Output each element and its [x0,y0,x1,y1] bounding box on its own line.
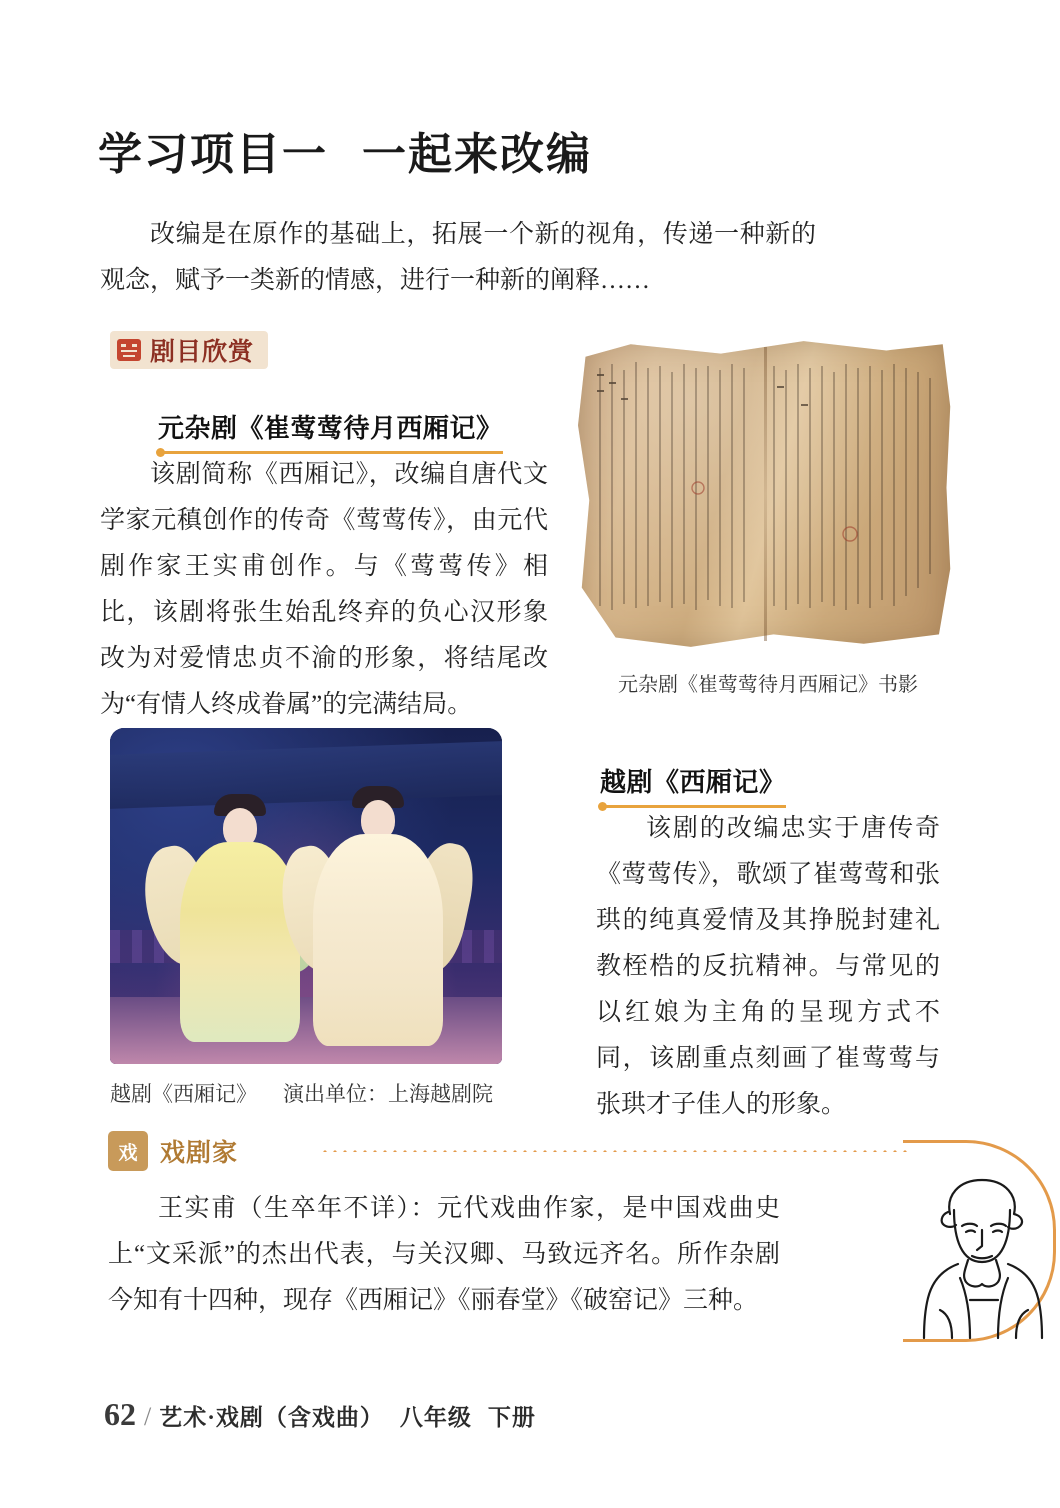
intro-paragraph: 改编是在原作的基础上，拓展一个新的视角，传递一种新的观念，赋予一类新的情感，进行一种新的阐释…… [100,221,816,294]
subheading-yuanzaju [158,408,503,445]
subheading-yuanzaju-text: 元杂剧《崔莺莺待月西厢记》 [158,414,503,443]
dramatist-section [108,1130,948,1360]
footer-grade: 八年级 [399,1405,472,1430]
dramatist-label-text: 戏剧家 [160,1140,239,1167]
manuscript-image [578,338,954,650]
page-title [98,118,592,182]
subheading-yueju-text: 越剧《西厢记》 [600,768,786,797]
opera-photo-caption-title: 越剧《西厢记》 [110,1082,257,1106]
page-number: 62 [104,1396,136,1432]
dotted-divider [320,1150,910,1152]
opera-performance-photo [110,728,502,1064]
dramatist-label [108,1130,238,1172]
seal-icon: 戏 [108,1131,148,1171]
subheading-yueju [600,762,786,799]
section-label-text: 剧目欣赏 [150,339,255,366]
opera-photo-caption-unit: 演出单位：上海越剧院 [283,1082,493,1106]
performer-right [298,776,458,1044]
dramatist-biography: 王实甫（生卒年不详）：元代戏曲作家，是中国戏曲史上“文采派”的杰出代表，与关汉卿、马致远齐名。所作杂剧今知有十四种，现存《西厢记》《丽春堂》《破窑记》三种。 [108,1195,780,1314]
paragraph-yuanzaju: 该剧简称《西厢记》，改编自唐代文学家元稹创作的传奇《莺莺传》，由元代剧作家王实甫创作。与《莺莺传》相比，该剧将张生始乱终弃的负心汉形象改为对爱情忠贞不渝的形象，将结尾改为“有情人终成眷属”的完满结局。 [100,461,548,718]
footer-volume: 下册 [487,1405,536,1430]
footer-subject: 艺术·戏剧（含戏曲） [159,1405,384,1430]
paragraph-yueju: 该剧的改编忠实于唐传奇《莺莺传》，歌颂了崔莺莺和张珙的纯真爱情及其挣脱封建礼教桎梏的反抗精神。与常见的以红娘为主角的呈现方式不同，该剧重点刻画了崔莺莺与张珙才子佳人的形象。 [596,815,940,1118]
page-title-sub: 一起来改编 [362,130,592,179]
footer-separator: / [144,1402,152,1431]
manuscript-caption: 元杂剧《崔莺莺待月西厢记》书影 [618,674,918,696]
opera-photo-caption [110,1078,493,1108]
page-title-main: 学习项目一 [98,130,328,179]
section-label-appreciation [110,330,268,370]
page-footer [104,1396,536,1433]
ornament-icon [114,335,144,365]
wang-shifu-portrait-icon [898,1160,1060,1360]
